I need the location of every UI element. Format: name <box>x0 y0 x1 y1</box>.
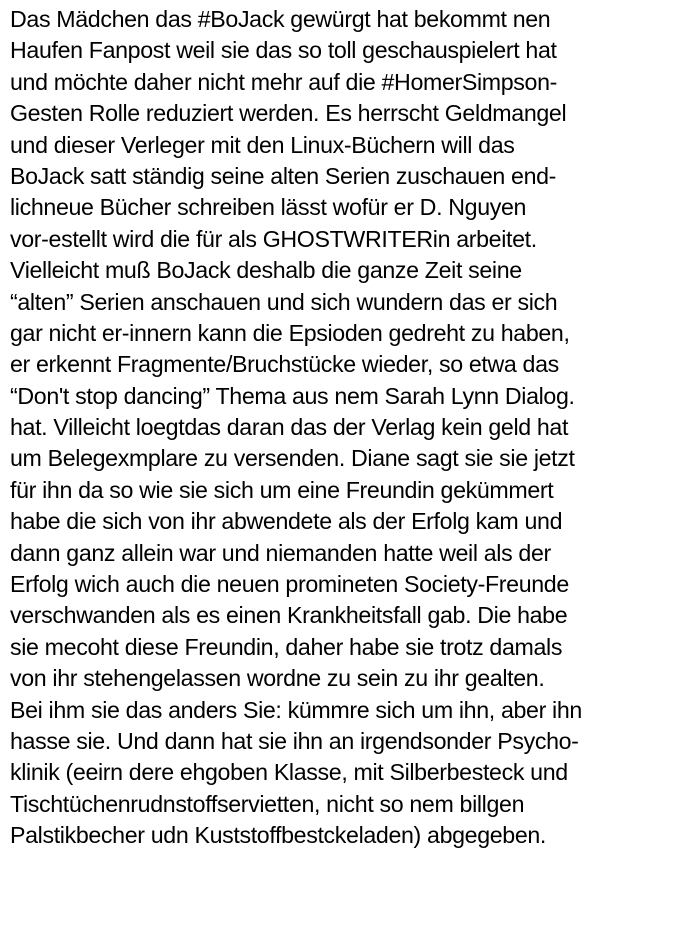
text-line: um Belegexmplare zu versenden. Diane sagt sie sie jetzt <box>10 445 575 472</box>
text-line: verschwanden als es einen Krankheitsfall gab. Die habe <box>10 602 568 629</box>
text-line: gar nicht er-innern kann die Epsioden gedreht zu haben, <box>10 319 570 346</box>
text-line: hat. Villeicht loegtdas daran das der Verlag kein geld hat <box>10 414 569 441</box>
text-line: Palstikbecher udn Kuststoffbestckeladen) abgegeben. <box>10 822 547 849</box>
text-line: Bei ihm sie das anders Sie: kümmre sich um ihn, aber ihn <box>10 696 582 723</box>
text-line: vor-estellt wird die für als GHOSTWRITERin arbeitet. <box>10 225 537 252</box>
text-line: “Don't stop dancing” Thema aus nem Sarah Lynn Dialog. <box>10 382 575 409</box>
text-line: Gesten Rolle reduziert werden. Es herrscht Geldmangel <box>10 100 567 127</box>
text-line: und dieser Verleger mit den Linux-Büchern will das <box>10 131 515 158</box>
body-text <box>10 4 678 852</box>
text-line: Erfolg wich auch die neuen promineten Society-Freunde <box>10 571 569 598</box>
text-line: “alten” Serien anschauen und sich wundern das er sich <box>10 288 558 315</box>
text-line: Haufen Fanpost weil sie das so toll geschauspielert hat <box>10 37 557 64</box>
text-line: er erkennt Fragmente/Bruchstücke wieder, so etwa das <box>10 351 559 378</box>
text-line: Vielleicht muß BoJack deshalb die ganze Zeit seine <box>10 257 522 284</box>
text-line: und möchte daher nicht mehr auf die #HomerSimpson- <box>10 68 558 95</box>
text-line: dann ganz allein war und niemanden hatte weil als der <box>10 539 551 566</box>
text-line: hasse sie. Und dann hat sie ihn an irgendsonder Psycho- <box>10 727 579 754</box>
text-line: klinik (eeirn dere ehgoben Klasse, mit Silberbesteck und <box>10 759 568 786</box>
text-line: lichneue Bücher schreiben lässt wofür er D. Nguyen <box>10 194 527 221</box>
text-line: von ihr stehengelassen wordne zu sein zu ihr gealten. <box>10 665 545 692</box>
text-line: Tischtüchenrudnstoffservietten, nicht so nem billgen <box>10 790 525 817</box>
text-line: für ihn da so wie sie sich um eine Freundin gekümmert <box>10 476 554 503</box>
text-line: BoJack satt ständig seine alten Serien zuschauen end- <box>10 162 557 189</box>
text-line: Das Mädchen das #BoJack gewürgt hat bekommt nen <box>10 6 551 32</box>
text-line: habe die sich von ihr abwendete als der Erfolg kam und <box>10 508 563 535</box>
text-line: sie mecoht diese Freundin, daher habe sie trotz damals <box>10 633 563 660</box>
